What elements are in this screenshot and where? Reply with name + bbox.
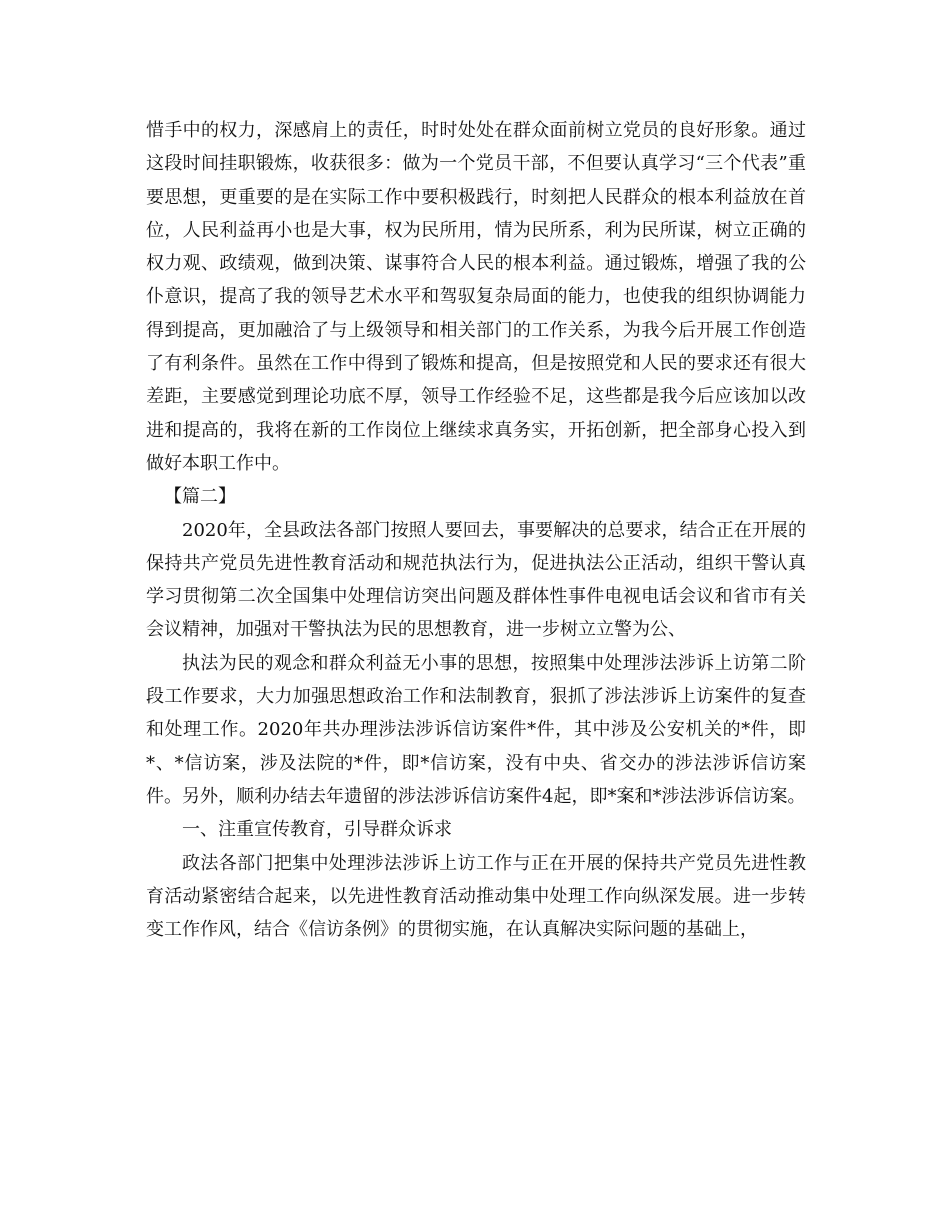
paragraph-case-handling: 执法为民的观念和群众利益无小事的思想，按照集中处理涉法涉诉上访第二阶段工作要求，大力加强思想政治工作和法制教育，狠抓了涉法涉诉上访案件的复查和处理工作。2020年共办理涉法涉诉信访案件*件，其中涉及公安机关的*件，即*、*信访案，涉及法院的*件，即*信访案，没有中央、省交办的涉法涉诉信访案件。另外，顺利办结去年遗留的涉法涉诉信访案件4起，即*案和*涉法涉诉信访案。 (146, 652, 806, 807)
document-body (146, 114, 806, 946)
paragraph-continuation: 惜手中的权力，深感肩上的责任，时时处处在群众面前树立党员的良好形象。通过这段时间挂职锻炼，收获很多：做为一个党员干部，不但要认真学习“三个代表”重要思想，更重要的是在实际工作中要积极践行，时刻把人民群众的根本利益放在首位，人民利益再小也是大事，权为民所用，情为民所系，利为民所谋，树立正确的权力观、政绩观，做到决策、谋事符合人民的根本利益。通过锻炼，增强了我的公仆意识，提高了我的领导艺术水平和驾驭复杂局面的能力，也使我的组织协调能力得到提高，更加融洽了与上级领导和相关部门的工作关系，为我今后开展工作创造了有利条件。虽然在工作中得到了锻炼和提高，但是按照党和人民的要求还有很大差距，主要感觉到理论功底不厚，领导工作经验不足，这些都是我今后应该加以改进和提高的，我将在新的工作岗位上继续求真务实，开拓创新，把全部身心投入到做好本职工作中。 (146, 120, 806, 474)
paragraph-education: 政法各部门把集中处理涉法涉诉上访工作与正在开展的保持共产党员先进性教育活动紧密结合起来，以先进性教育活动推动集中处理工作向纵深发展。进一步转变工作作风，结合《信访条例》的贯彻实施，在认真解决实际问题的基础上， (146, 852, 806, 941)
paragraph-2020-overview: 2020年，全县政法各部门按照人要回去，事要解决的总要求，结合正在开展的保持共产党员先进性教育活动和规范执法行为，促进执法公正活动，组织干警认真学习贯彻第二次全国集中处理信访突出问题及群体性事件电视电话会议和省市有关会议精神，加强对干警执法为民的思想教育，进一步树立立警为公、 (146, 519, 806, 641)
section-heading-1: 一、注重宣传教育，引导群众诉求 (182, 819, 452, 841)
section-tag-pian-er: 【篇二】 (164, 486, 236, 508)
